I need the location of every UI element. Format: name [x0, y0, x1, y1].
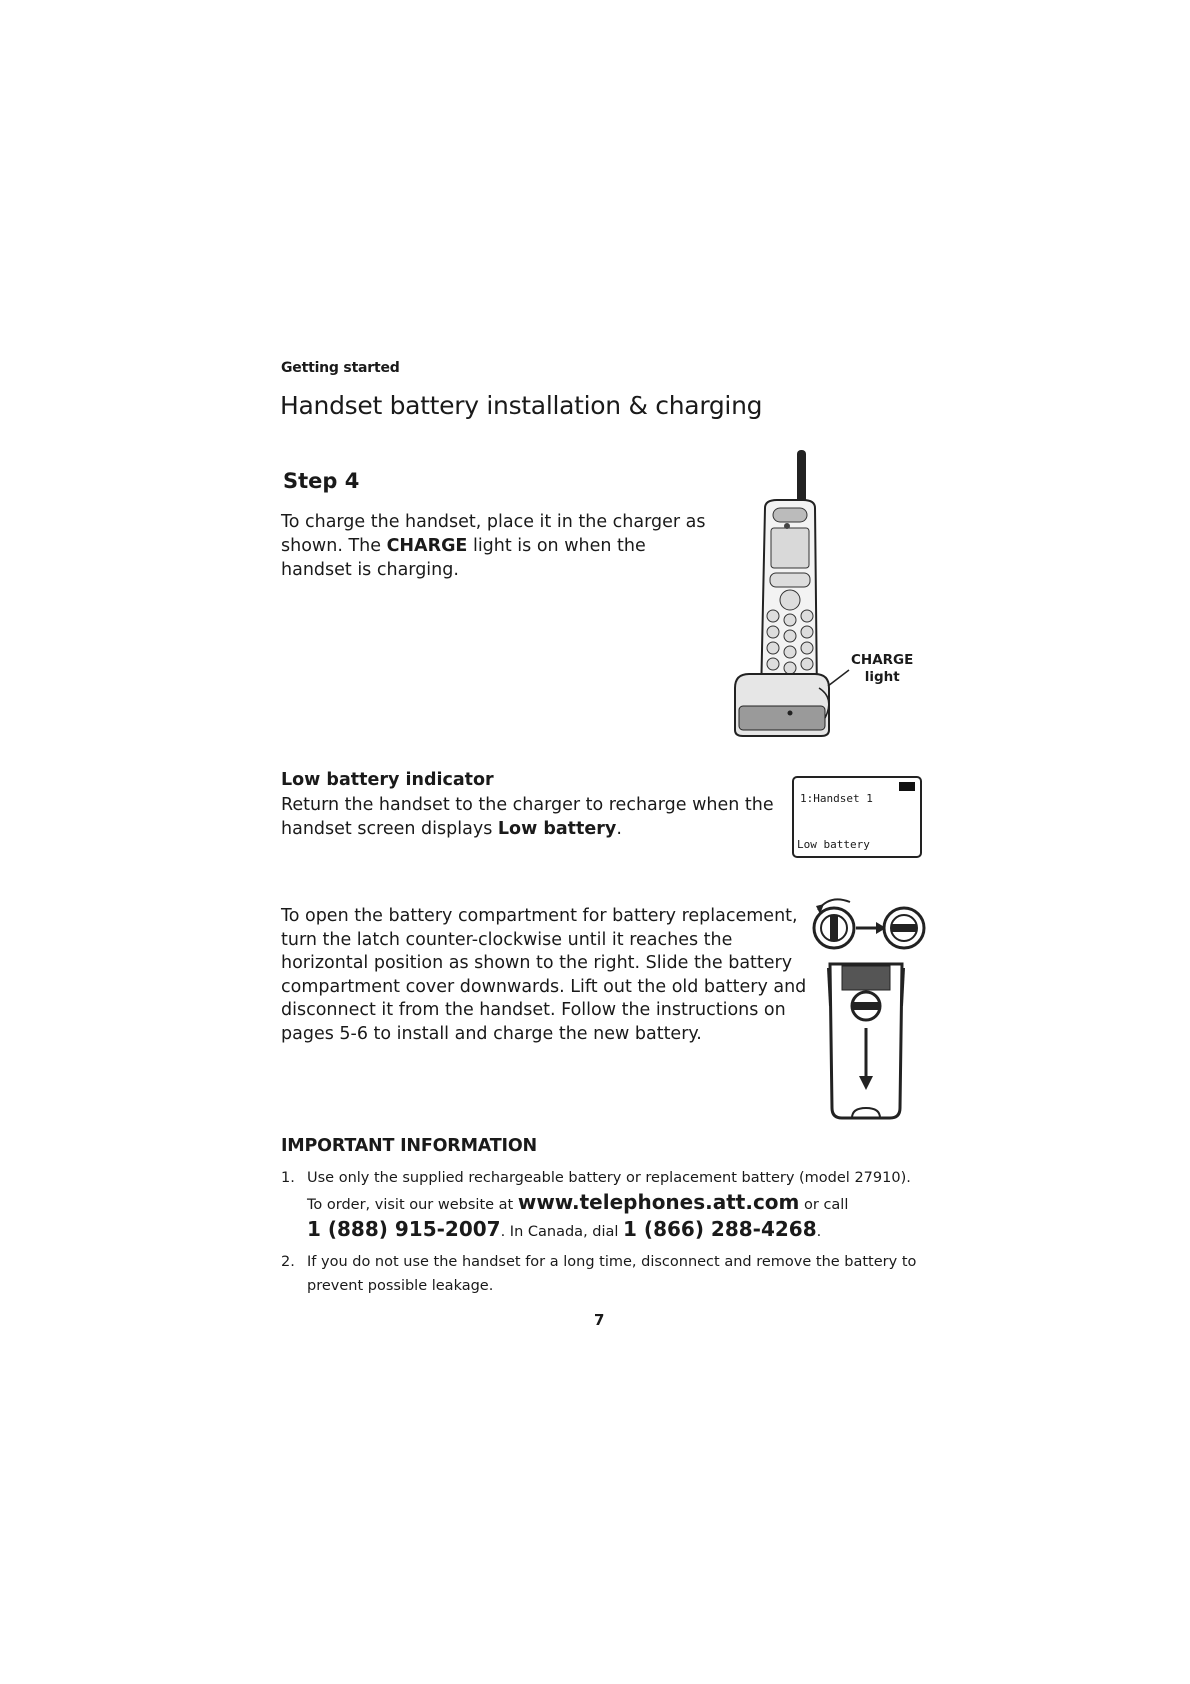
lcd-line1: 1:Handset 1 [800, 792, 873, 805]
important-list [281, 1166, 921, 1298]
list-number: 1. [281, 1170, 295, 1186]
item1-text-b: or call [799, 1197, 849, 1213]
handset-in-charger-illustration [725, 448, 855, 738]
charge-callout-line2: light [864, 669, 900, 685]
low-battery-keyword: Low battery [497, 819, 617, 839]
list-item [281, 1250, 921, 1298]
phone-us: 1 (888) 915-2007 [307, 1217, 501, 1241]
battery-icon [899, 782, 915, 791]
low-battery-text [281, 793, 781, 841]
page-title: Handset battery installation & charging [280, 391, 763, 420]
handset-screen-illustration [792, 776, 922, 858]
website-link[interactable]: www.telephones.att.com [517, 1190, 800, 1214]
item2-text: If you do not use the handset for a long time, disconnect and remove the battery to prevent possible leakage. [307, 1254, 917, 1294]
phone-canada: 1 (866) 288-4268 [623, 1217, 817, 1241]
battery-cover-illustration [826, 958, 906, 1122]
battery-compartment-text: To open the battery compartment for battery replacement, turn the latch counter-clockwise until it reaches the horizontal position as shown to the right. Slide the battery compartment cover downwards. Lift out the old battery and disconnect it from the handset. Follow the instructions on pages 5-6 to install and charge the new battery. [281, 906, 807, 1044]
charge-keyword: CHARGE [386, 536, 468, 556]
item1-text-a: Use only the supplied rechargeable battery or replacement battery (model 27910). To order, visit our website at [307, 1170, 911, 1213]
latch-rotation-illustration [810, 892, 926, 952]
low-battery-heading: Low battery indicator [281, 770, 494, 790]
step-text-a: To charge the handset, place it in the charger as shown. The [281, 512, 706, 556]
charge-callout-line1: CHARGE [851, 652, 914, 668]
item1-text-d: . [816, 1224, 822, 1240]
list-item [281, 1166, 921, 1244]
low-battery-text-b: . [616, 819, 622, 839]
step-heading: Step 4 [283, 469, 360, 493]
section-label: Getting started [281, 360, 400, 376]
item1-text-c: . In Canada, dial [500, 1224, 624, 1240]
page-number: 7 [594, 1311, 605, 1329]
charge-light-callout [851, 652, 913, 686]
step-instructions [281, 510, 721, 582]
step-text-b: light is on when the handset is charging. [281, 536, 646, 580]
lcd-line2: Low battery [797, 838, 870, 851]
list-number: 2. [281, 1254, 295, 1270]
low-battery-text-a: Return the handset to the charger to recharge when the handset screen displays [281, 795, 774, 839]
important-heading: IMPORTANT INFORMATION [281, 1136, 537, 1156]
